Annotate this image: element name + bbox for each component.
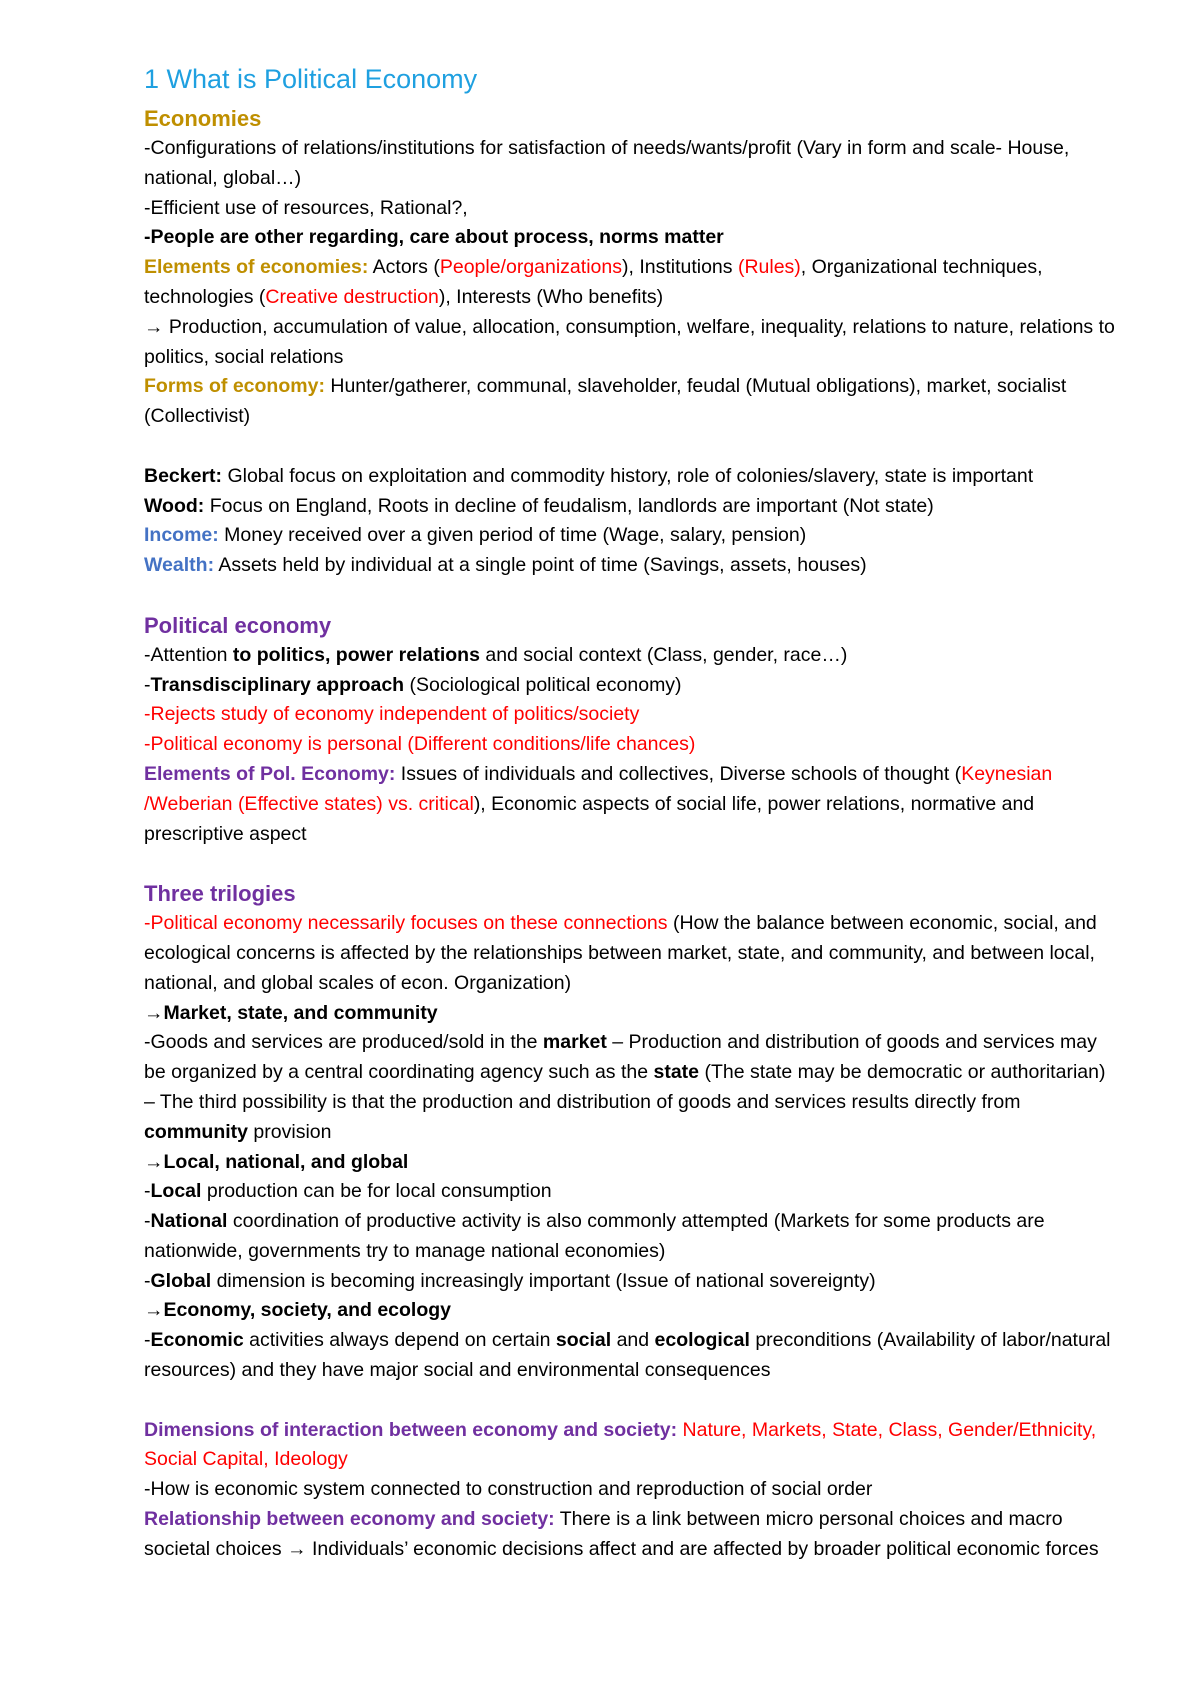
msc-paragraph (144, 1028, 1120, 1147)
highlight-dimensions: Nature, Markets, State, Class, Gender/Ethnicity, Social Capital, Ideology (144, 1418, 1097, 1471)
text-fragment: (The state may be democratic or authoritarian) – The third possibility is that the production and distribution of goods and services results directly from (144, 1061, 1106, 1113)
lng-line-1 (144, 1177, 1120, 1207)
elements-of-pol-economy (144, 760, 1120, 849)
bold-fragment: state (653, 1061, 700, 1084)
text-fragment: coordination of productive activity is also commonly attempted (Markets for some products are nationwide, governments try to manage national economies) (144, 1210, 1045, 1262)
wealth-label: Wealth: (144, 554, 215, 577)
subheading-economy-society-ecology (144, 1296, 1120, 1326)
text-fragment: Local, national, and global (163, 1150, 409, 1173)
text-fragment: Focus on England, Roots in decline of feudalism, landlords are important (Not state) (204, 494, 934, 517)
arrow-right-icon: → (144, 315, 164, 338)
beckert-label: Beckert: (144, 464, 223, 487)
text-fragment: - (144, 1269, 151, 1292)
text-fragment: dimension is becoming increasingly important (Issue of national sovereignty) (211, 1269, 876, 1292)
lng-line-2 (144, 1207, 1120, 1267)
arrow-right-icon: → (287, 1537, 307, 1560)
arrow-right-icon: → (144, 1299, 164, 1322)
text-fragment: and social context (Class, gender, race…) (479, 643, 848, 666)
spacer (144, 581, 1120, 611)
economies-line-2: -Efficient use of resources, Rational?, (144, 196, 468, 219)
lng-line-3 (144, 1267, 1120, 1297)
dimensions-label: Dimensions of interaction between economy and society: (144, 1418, 678, 1441)
subheading-local-national-global (144, 1148, 1120, 1178)
bold-fragment: market (542, 1031, 607, 1054)
bold-fragment: Local (150, 1180, 202, 1203)
text-fragment: Actors ( (368, 256, 440, 279)
bold-fragment: Transdisciplinary approach (150, 673, 405, 696)
elements-of-economies-label: Elements of economies: (144, 256, 369, 279)
forms-of-economy (144, 372, 1120, 432)
text-fragment: - (144, 1329, 151, 1352)
text-fragment: -Goods and services are produced/sold in the (144, 1031, 543, 1054)
text-fragment: -Attention (144, 643, 233, 666)
relationship-line (144, 1505, 1120, 1565)
text-fragment: Economy, society, and ecology (163, 1299, 452, 1322)
highlight-keynesian: Keynesian /Weberian (Effective states) vs. critical (144, 762, 1053, 815)
arrow-right-icon: → (144, 1150, 164, 1173)
elements-of-economies (144, 253, 1120, 313)
wood-line (144, 492, 1120, 522)
text-fragment: Money received over a given period of time (Wage, salary, pension) (218, 524, 807, 547)
economies-arrow-line (144, 313, 1120, 373)
forms-of-economy-label: Forms of economy: (144, 375, 325, 398)
text-fragment: Individuals’ economic decisions affect and are affected by broader political economic forces (306, 1537, 1099, 1560)
spacer (144, 849, 1120, 879)
elements-of-pol-economy-label: Elements of Pol. Economy: (144, 762, 396, 785)
wealth-line (144, 551, 1120, 581)
text-fragment: - (144, 673, 151, 696)
income-line (144, 521, 1120, 551)
bold-fragment: ecological (654, 1329, 750, 1352)
text-fragment: Assets held by individual at a single point of time (Savings, assets, houses) (214, 554, 867, 577)
heading-economies: Economies (144, 106, 262, 131)
dimensions-line (144, 1416, 1120, 1476)
page-title: 1 What is Political Economy (144, 64, 478, 94)
highlight-creative-destruction: Creative destruction (265, 285, 439, 308)
text-fragment: , Organizational techniques, technologies ( (144, 256, 1043, 308)
relationship-label: Relationship between economy and society: (144, 1508, 555, 1531)
text-fragment: activities always depend on certain (243, 1329, 556, 1352)
text-fragment: ), Interests (Who benefits) (438, 285, 664, 308)
text-fragment: production can be for local consumption (201, 1180, 552, 1203)
arrow-right-icon: → (144, 1001, 164, 1024)
text-fragment: Market, state, and community (163, 1001, 438, 1024)
text-fragment: There is a link between micro personal choices and macro societal choices (144, 1508, 1063, 1560)
bold-fragment: social (555, 1329, 612, 1352)
text-fragment: - (144, 1180, 151, 1203)
text-fragment: (How the balance between economic, social, and ecological concerns is affected by the relationships between market, state, and community, and between local, national, and global scales of econ. Organization) (144, 912, 1097, 994)
ese-paragraph (144, 1326, 1120, 1386)
bold-fragment: community (144, 1120, 249, 1143)
spacer (144, 1386, 1120, 1416)
highlight-intro: -Political economy necessarily focuses on these connections (144, 912, 668, 935)
text-fragment: Global focus on exploitation and commodity history, role of colonies/slavery, state is important (222, 464, 1034, 487)
text-fragment: preconditions (Availability of labor/natural resources) and they have major social and environmental consequences (144, 1329, 1111, 1382)
heading-political-economy: Political economy (144, 612, 332, 638)
bold-fragment: National (150, 1210, 228, 1233)
trilogies-intro (144, 909, 1120, 998)
dimensions-line-2: -How is economic system connected to construction and reproduction of social order (144, 1478, 873, 1501)
income-label: Income: (144, 524, 219, 547)
text-fragment: provision (248, 1120, 332, 1143)
text-fragment: (Sociological political economy) (404, 673, 682, 696)
beckert-line (144, 462, 1120, 492)
text-fragment: Production, accumulation of value, allocation, consumption, welfare, inequality, relations to nature, relations to politics, social relations (144, 315, 1115, 368)
text-fragment: - (144, 1210, 151, 1233)
pe-line-2 (144, 671, 1120, 701)
bold-fragment: Global (150, 1269, 212, 1292)
bold-fragment: to politics, power relations (232, 643, 480, 666)
highlight-rules: (Rules) (737, 256, 801, 279)
bold-fragment: Economic (150, 1329, 244, 1352)
text-fragment: – Production and distribution of goods and services may be organized by a central coordinating agency such as the (144, 1031, 1097, 1084)
text-fragment: and (611, 1329, 655, 1352)
spacer (144, 432, 1120, 462)
subheading-market-state-community (144, 999, 1120, 1029)
pe-line-4: -Political economy is personal (Different conditions/life chances) (144, 733, 696, 756)
highlight-people: People/organizations (439, 256, 622, 279)
text-fragment: Hunter/gatherer, communal, slaveholder, feudal (Mutual obligations), market, socialist (Collectivist) (144, 375, 1067, 428)
pe-line-3: -Rejects study of economy independent of politics/society (144, 703, 640, 726)
text-fragment: Issues of individuals and collectives, Diverse schools of thought ( (395, 762, 962, 785)
heading-three-trilogies: Three trilogies (144, 881, 296, 907)
economies-line-3: -People are other regarding, care about process, norms matter (144, 226, 724, 249)
economies-line-1: -Configurations of relations/institutions for satisfaction of needs/wants/profit (Vary in form and scale- House, national, global…) (144, 137, 1070, 189)
text-fragment: ), Institutions (621, 256, 738, 279)
wood-label: Wood: (144, 494, 205, 517)
pe-line-1 (144, 641, 1120, 671)
text-fragment: ), Economic aspects of social life, power relations, normative and prescriptive aspect (144, 792, 1035, 845)
